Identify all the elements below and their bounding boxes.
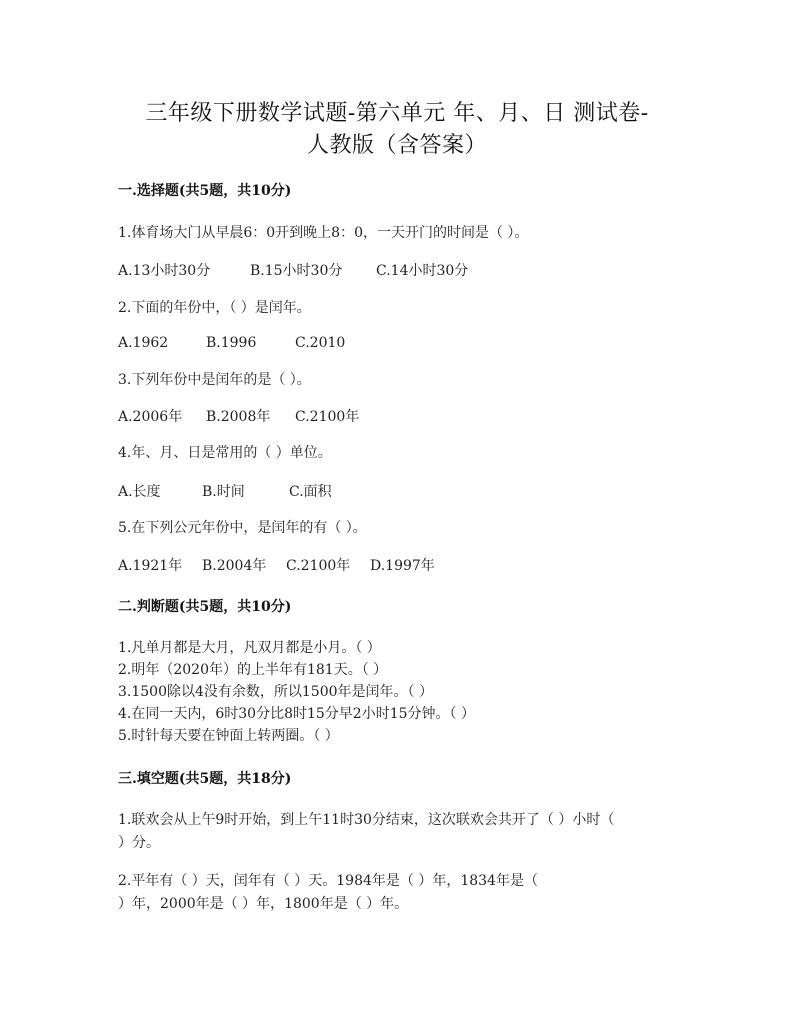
- s1-q2-option-b: B.1996: [206, 335, 257, 351]
- s1-q1-options: [118, 260, 468, 280]
- s2-item: 3.1500除以4没有余数，所以1500年是闰年。（ ）: [118, 684, 433, 700]
- document-title-line1: 三年级下册数学试题-第六单元 年、月、日 测试卷-: [145, 101, 649, 126]
- s1-q5-text: 5.在下列公元年份中，是闰年的有（ ）。: [118, 520, 367, 536]
- s3-q2-line1: 2.平年有（ ）天，闰年有（ ）天。1984年是（ ）年，1834年是（: [118, 873, 538, 889]
- s1-q3-options: [118, 406, 359, 426]
- s1-q2-options: [118, 335, 345, 351]
- s1-q2-option-c: C.2010: [295, 335, 346, 351]
- s1-q4-option-c: C.面积: [289, 484, 332, 500]
- s2-item: 5.时针每天要在钟面上转两圈。（ ）: [118, 728, 339, 744]
- s1-q4-text: 4.年、月、日是常用的（ ）单位。: [118, 445, 332, 461]
- s1-q4-option-a: A.长度: [118, 484, 161, 500]
- s2-item: 1.凡单月都是大月，凡双月都是小月。（ ）: [118, 640, 381, 656]
- section3-heading: 三.填空题(共5题，共18分): [118, 771, 292, 787]
- s1-q5-option-a: A.1921年: [118, 558, 183, 574]
- s1-q4-option-b: B.时间: [202, 484, 245, 500]
- s1-q5-option-c: C.2100年: [286, 558, 351, 574]
- s1-q3-option-c: C.2100年: [295, 409, 360, 425]
- s1-q1-text: 1.体育场大门从早晨6：0开到晚上8：0，一天开门的时间是（ ）。: [118, 225, 529, 241]
- section1-heading: 一.选择题(共5题，共10分): [118, 183, 292, 199]
- s2-item: 4.在同一天内，6时30分比8时15分早2小时15分钟。（ ）: [118, 706, 475, 722]
- s3-q1-line1: 1.联欢会从上午9时开始，到上午11时30分结束，这次联欢会共开了（ ）小时（: [118, 812, 615, 828]
- document-title-line2: 人教版（含答案）: [306, 133, 487, 158]
- s1-q1-option-a: A.13小时30分: [118, 263, 211, 279]
- s1-q3-option-a: A.2006年: [118, 409, 183, 425]
- s1-q1-option-b: B.15小时30分: [250, 263, 343, 279]
- s1-q5-option-d: D.1997年: [370, 558, 435, 574]
- s2-item: 2.明年（2020年）的上半年有181天。（ ）: [118, 662, 388, 678]
- s1-q2-option-a: A.1962: [118, 335, 169, 351]
- section2-heading: 二.判断题(共5题，共10分): [118, 599, 292, 615]
- s1-q5-options: [118, 555, 435, 575]
- s1-q5-option-b: B.2004年: [202, 558, 267, 574]
- s1-q1-option-c: C.14小时30分: [376, 263, 469, 279]
- s1-q3-text: 3.下列年份中是闰年的是（ ）。: [118, 372, 311, 388]
- s1-q3-option-b: B.2008年: [206, 409, 271, 425]
- s1-q4-options: [118, 481, 332, 501]
- s3-q2-line2: ）年，2000年是（ ）年，1800年是（ ）年。: [118, 896, 409, 912]
- s1-q2-text: 2.下面的年份中，（ ）是闰年。: [118, 300, 311, 316]
- s3-q1-line2: ）分。: [118, 835, 160, 851]
